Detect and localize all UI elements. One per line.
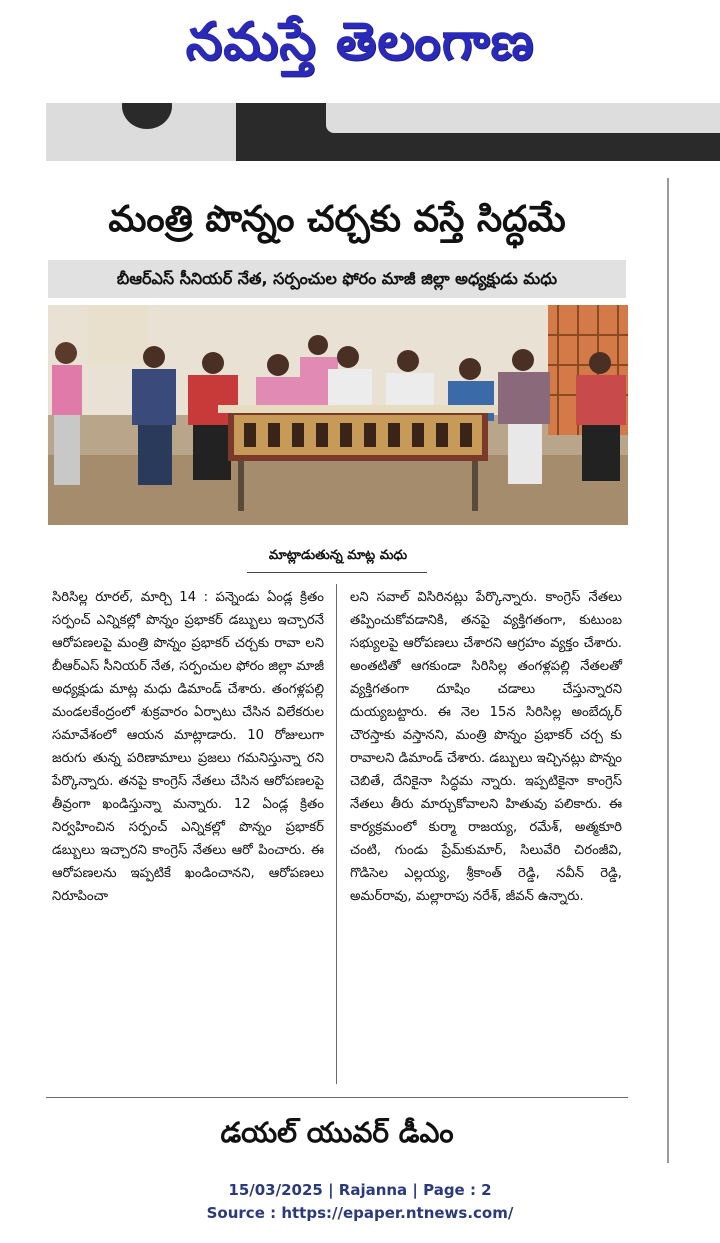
caption-underline (247, 572, 427, 573)
photo-caption: మాట్లాడుతున్న మాట్ల మధు (268, 548, 408, 563)
next-article-headline: డయల్ యువర్ డీఎం (220, 1116, 454, 1149)
column-rule (667, 178, 669, 1163)
edition-info: 15/03/2025 | Rajanna | Page : 2 (228, 1181, 492, 1199)
section-divider (46, 1097, 628, 1098)
article-body-right-column (350, 586, 622, 1086)
article-body-text: లని సవాల్ విసిరినట్లు పేర్కొన్నారు. కాంగ్రెస్ నేతలు తప్పించుకోవడానికి, తనపై వ్యక్తిగతంగా, కుటుంబ సభ్యులపై ఆరోపణలు చేశారని ఆగ్రహం వ్యక్తం చేశారు. అంతటితో ఆగకుండా సిరిసిల్ల తంగళ్లపల్లి నేతలతో వ్యక్తిగతంగా దూషిం చడాలు చేస్తున్నారని దుయ్యబట్టారు. ఈ నెల 15న సిరిసిల్ల అంబేద్కర్ చౌరస్తాకు వస్తానని, మంత్రి పొన్నం ప్రభాకర్ చర్చ కు రావాలని డిమాండ్ చేశారు. డబ్బులు ఇచ్చినట్లు పొన్నం చెబితే, దేనికైనా సిద్ధమ న్నారు. ఇప్పటికైనా కాంగ్రెస్ నేతలు తీరు మార్చుకోవాలని హితువు పలికారు. ఈ కార్యక్రమంలో కుర్మా రాజయ్య, రమేశ్, అత్మకూరి చంటి, గుండు ప్రేమ్‌కుమార్, సిలువేరి చిరంజీవి, గొడిసెల ఎల్లయ్య, శ్రీకాంత్ రెడ్డి, నవీన్ రెడ్డి, అమర్‌రావు, మల్లారాపు నరేశ్, జీవన్ ఉన్నారు. (350, 590, 622, 904)
article-headline: మంత్రి పొన్నం చర్చకు వస్తే సిద్ధమే (108, 199, 566, 240)
source-link[interactable]: Source : https://epaper.ntnews.com/ (206, 1204, 514, 1222)
article-body-text: సిరిసిల్ల రూరల్, మార్చి 14 : పన్నెండు ఏండ్ల క్రితం సర్పంచ్ ఎన్నికల్లో పొన్నం ప్రభాకర్ డబ్బులు ఇచ్చారనే ఆరోపణలపై మంత్రి పొన్నం ప్రభాకర్ చర్చకు రావా లని బీఆర్ఎస్ సీనియర్ నేత, సర్పంచుల ఫోరం జిల్లా మాజీ అధ్యక్షుడు మాట్ల మధు డిమాండ్ చేశారు. తంగళ్లపల్లి మండలకేంద్రంలో శుక్రవారం ఏర్పాటు చేసిన విలేకరుల సమావేశంలో ఆయన మాట్లాడారు. 10 రోజులుగా జరుగు తున్న పరిణామాలు ప్రజలు గమనిస్తున్నా రని పేర్కొన్నారు. తనపై కాంగ్రెస్ నేతలు చేసిన ఆరోపణలపై తీవ్రంగా ఖండిస్తున్నా మన్నారు. 12 ఏండ్ల క్రితం నిర్వహించిన సర్పంచ్ ఎన్నికల్లో పొన్నం ప్రభాకర్ డబ్బులు ఇచ్చారని కాంగ్రెస్ నేతలు ఆరో పించారు. ఈ ఆరోపణలను ఇప్పటికే ఖండించానని, ఆరోపణలు నిరూపించా (52, 590, 324, 904)
column-divider (336, 584, 337, 1084)
previous-article-banner (46, 103, 720, 161)
press-meet-photo (48, 305, 628, 525)
newspaper-masthead: నమస్తే తెలంగాణ (185, 12, 535, 72)
article-subhead: బీఆర్ఎస్ సీనియర్ నేత, సర్పంచుల ఫోరం మాజీ జిల్లా అధ్యక్షుడు మధు (48, 260, 626, 298)
article-body-left-column (52, 586, 324, 1086)
